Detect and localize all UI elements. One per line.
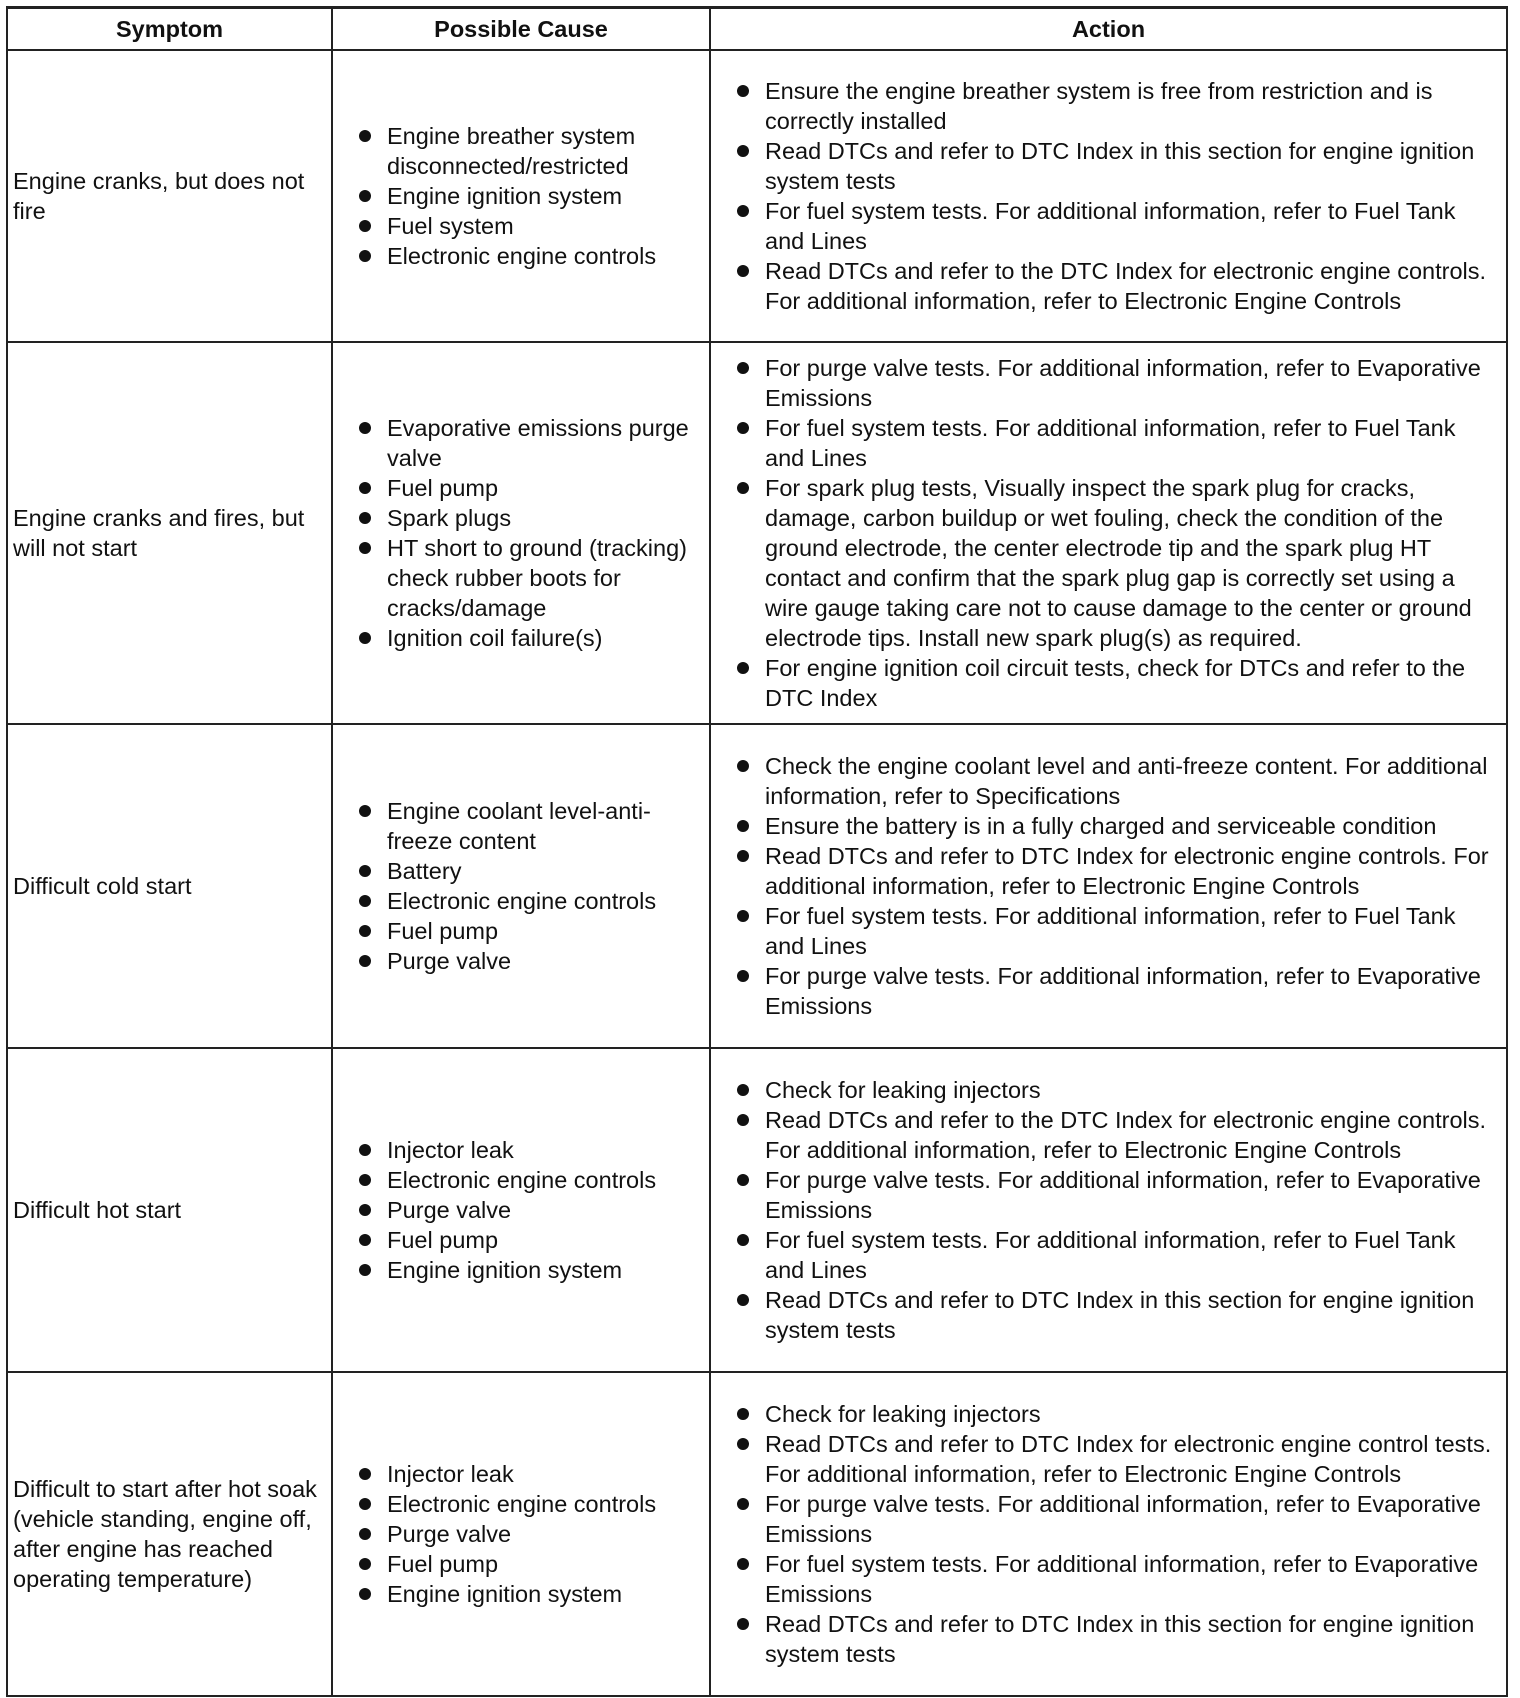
- action-item: For fuel system tests. For additional information, refer to Evaporative Emissions: [731, 1549, 1500, 1609]
- action-item: Read DTCs and refer to DTC Index in this section for engine ignition system tests: [731, 1285, 1500, 1345]
- header-symptom: Symptom: [7, 8, 332, 51]
- cause-item: HT short to ground (tracking) check rubber boots for cracks/damage: [353, 533, 703, 623]
- action-list: [731, 76, 1500, 316]
- possible-cause-cell: [332, 50, 710, 342]
- cause-item: Injector leak: [353, 1459, 703, 1489]
- action-item: Read DTCs and refer to the DTC Index for electronic engine controls. For additional information, refer to Electronic Engine Controls: [731, 256, 1500, 316]
- action-item: For purge valve tests. For additional information, refer to Evaporative Emissions: [731, 353, 1500, 413]
- cause-item: Engine breather system disconnected/restricted: [353, 121, 703, 181]
- action-item: Check the engine coolant level and anti-freeze content. For additional information, refer to Specifications: [731, 751, 1500, 811]
- table-row: [7, 1372, 1507, 1696]
- cause-item: Purge valve: [353, 1519, 703, 1549]
- action-cell: [710, 1372, 1507, 1696]
- table-row: [7, 342, 1507, 724]
- action-item: For purge valve tests. For additional information, refer to Evaporative Emissions: [731, 1165, 1500, 1225]
- cause-item: Electronic engine controls: [353, 1165, 703, 1195]
- cause-item: Engine ignition system: [353, 1255, 703, 1285]
- action-cell: [710, 1048, 1507, 1372]
- action-item: Read DTCs and refer to DTC Index for electronic engine control tests. For additional information, refer to Electronic Engine Controls: [731, 1429, 1500, 1489]
- action-cell: [710, 724, 1507, 1048]
- action-item: For fuel system tests. For additional information, refer to Fuel Tank and Lines: [731, 1225, 1500, 1285]
- cause-item: Fuel pump: [353, 473, 703, 503]
- cause-item: Spark plugs: [353, 503, 703, 533]
- possible-cause-cell: [332, 1372, 710, 1696]
- cause-item: Ignition coil failure(s): [353, 623, 703, 653]
- cause-item: Electronic engine controls: [353, 886, 703, 916]
- action-item: Check for leaking injectors: [731, 1399, 1500, 1429]
- cause-list: [353, 796, 703, 976]
- cause-list: [353, 413, 703, 653]
- header-action: Action: [710, 8, 1507, 51]
- action-list: [731, 1399, 1500, 1669]
- action-item: For purge valve tests. For additional information, refer to Evaporative Emissions: [731, 1489, 1500, 1549]
- action-item: Read DTCs and refer to DTC Index for electronic engine controls. For additional information, refer to Electronic Engine Controls: [731, 841, 1500, 901]
- possible-cause-cell: [332, 1048, 710, 1372]
- cause-item: Engine coolant level-anti-freeze content: [353, 796, 703, 856]
- header-possible-cause: Possible Cause: [332, 8, 710, 51]
- cause-item: Purge valve: [353, 946, 703, 976]
- cause-list: [353, 1459, 703, 1609]
- action-item: For fuel system tests. For additional information, refer to Fuel Tank and Lines: [731, 196, 1500, 256]
- cause-item: Fuel pump: [353, 1549, 703, 1579]
- possible-cause-cell: [332, 342, 710, 724]
- diagnosis-table: [6, 6, 1508, 1697]
- action-item: Read DTCs and refer to DTC Index in this section for engine ignition system tests: [731, 1609, 1500, 1669]
- action-cell: [710, 342, 1507, 724]
- possible-cause-cell: [332, 724, 710, 1048]
- action-item: Check for leaking injectors: [731, 1075, 1500, 1105]
- action-cell: [710, 50, 1507, 342]
- cause-item: Engine ignition system: [353, 1579, 703, 1609]
- symptom-cell: Difficult cold start: [7, 724, 332, 1048]
- cause-item: Injector leak: [353, 1135, 703, 1165]
- cause-item: Battery: [353, 856, 703, 886]
- symptom-cell: Engine cranks, but does not fire: [7, 50, 332, 342]
- action-item: For fuel system tests. For additional information, refer to Fuel Tank and Lines: [731, 901, 1500, 961]
- action-item: Read DTCs and refer to the DTC Index for electronic engine controls. For additional information, refer to Electronic Engine Controls: [731, 1105, 1500, 1165]
- table-row: [7, 50, 1507, 342]
- header-row: [7, 8, 1507, 51]
- action-item: For purge valve tests. For additional information, refer to Evaporative Emissions: [731, 961, 1500, 1021]
- action-item: Read DTCs and refer to DTC Index in this section for engine ignition system tests: [731, 136, 1500, 196]
- action-list: [731, 751, 1500, 1021]
- action-item: For fuel system tests. For additional information, refer to Fuel Tank and Lines: [731, 413, 1500, 473]
- action-list: [731, 1075, 1500, 1345]
- symptom-cell: Engine cranks and fires, but will not start: [7, 342, 332, 724]
- symptom-cell: Difficult hot start: [7, 1048, 332, 1372]
- action-item: For engine ignition coil circuit tests, check for DTCs and refer to the DTC Index: [731, 653, 1500, 713]
- cause-item: Evaporative emissions purge valve: [353, 413, 703, 473]
- table-row: [7, 1048, 1507, 1372]
- cause-item: Fuel system: [353, 211, 703, 241]
- cause-list: [353, 1135, 703, 1285]
- action-item: For spark plug tests, Visually inspect the spark plug for cracks, damage, carbon buildup or wet fouling, check the condition of the ground electrode, the center electrode tip and the spark plug HT contact and confirm that the spark plug gap is correctly set using a wire gauge taking care not to cause damage to the center or ground electrode tips. Install new spark plug(s) as required.: [731, 473, 1500, 653]
- action-list: [731, 353, 1500, 713]
- cause-item: Electronic engine controls: [353, 241, 703, 271]
- action-item: Ensure the battery is in a fully charged and serviceable condition: [731, 811, 1500, 841]
- cause-item: Fuel pump: [353, 1225, 703, 1255]
- table-row: [7, 724, 1507, 1048]
- cause-item: Fuel pump: [353, 916, 703, 946]
- action-item: Ensure the engine breather system is free from restriction and is correctly installed: [731, 76, 1500, 136]
- cause-list: [353, 121, 703, 271]
- cause-item: Purge valve: [353, 1195, 703, 1225]
- cause-item: Electronic engine controls: [353, 1489, 703, 1519]
- cause-item: Engine ignition system: [353, 181, 703, 211]
- symptom-cell: Difficult to start after hot soak (vehicle standing, engine off, after engine has reached operating temperature): [7, 1372, 332, 1696]
